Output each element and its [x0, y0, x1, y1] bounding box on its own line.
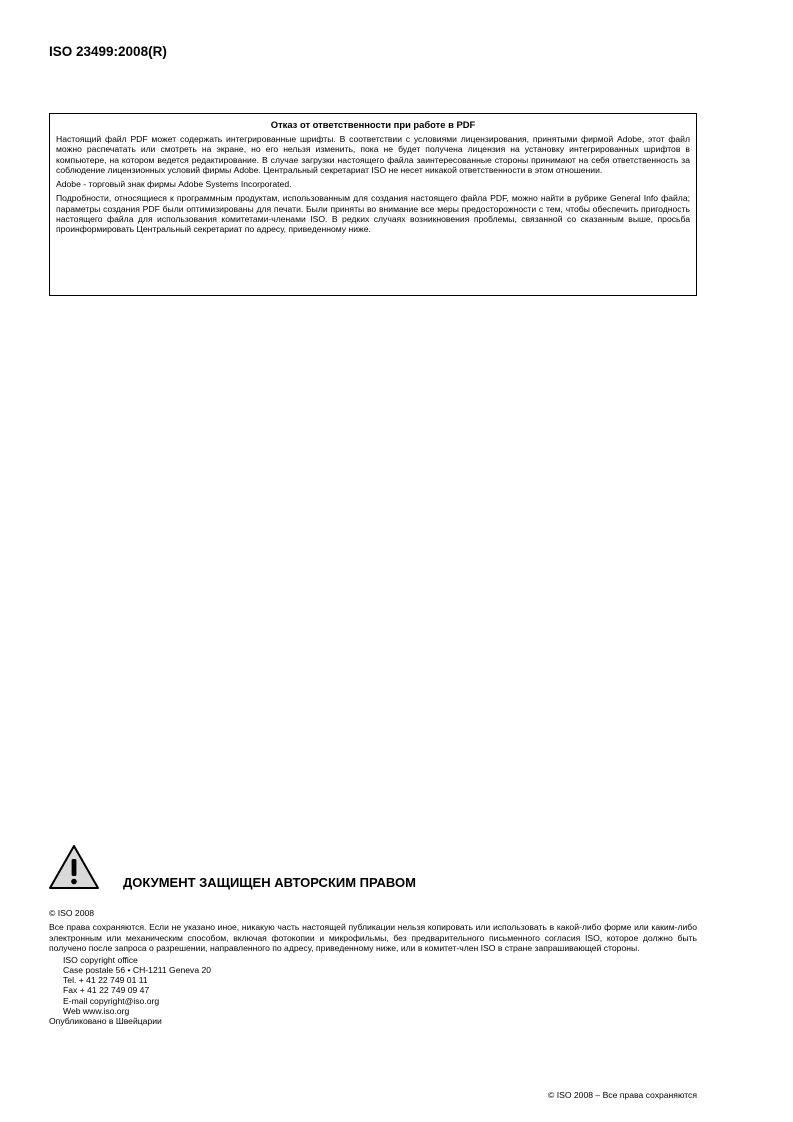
contact-fax: Fax + 41 22 749 09 47: [63, 985, 150, 996]
contact-address: Case postale 56 • CH-1211 Geneva 20: [63, 965, 212, 976]
contact-email[interactable]: E-mail copyright@iso.org: [63, 995, 160, 1006]
copyright-heading: ДОКУМЕНТ ЗАЩИЩЕН АВТОРСКИМ ПРАВОМ: [123, 875, 416, 890]
page-footer: © ISO 2008 – Все права сохраняются: [547, 1090, 697, 1100]
rights-text: Все права сохраняются. Если не указано иное, никакую часть настоящей публикации нельзя копировать или использовать в какой-либо форме или каким-либо электронным или механическим способом, включая фотокопии и микрофильмы, без предварительного письменного согласия ISO, которое должно быть получено после запроса о разрешении, направленного по адресу, приведенному ниже, или в комитет-член ISO в стране запрашивающей стороны.: [49, 922, 697, 953]
contact-office: ISO copyright office: [63, 955, 138, 966]
disclaimer-paragraph-fonts: Настоящий файл PDF может содержать интегрированные шрифты. В соответствии с условиями лицензирования, принятыми фирмой Adobe, этот файл можно распечатать или смотреть на экране, но его нельзя изменить, пока не будет получена лицензия на установку интегрированных шрифтов в компьютере, на котором ведется редактирование. В случае загрузки настоящего файла заинтересованные стороны принимают на себя ответственность за соблюдение лицензионных условий фирмы Adobe. Центральный секретариат ISO не несет никакой ответственности в этом отношении.: [56, 134, 690, 175]
pdf-disclaimer-box: [49, 113, 697, 296]
contact-tel: Tel. + 41 22 749 01 11: [63, 975, 148, 986]
published-in: Опубликовано в Швейцарии: [49, 1015, 162, 1026]
disclaimer-title: Отказ от ответственности при работе в PDF: [270, 119, 476, 130]
disclaimer-paragraph-details: Подробности, относящиеся к программным продуктам, использованным для создания настоящего файла PDF, можно найти в рубрике General Info файла; параметры создания PDF были оптимизированы для печати. Были приняты во внимание все меры предосторожности с тем, чтобы обеспечить пригодность настоящего файла для использования комитетами-членами ISO. В редких случаях возникновения проблемы, связанной со сказанным выше, просьба проинформировать Центральный секретариат по адресу, приведенному ниже.: [56, 193, 690, 235]
iso-contact-block: [63, 955, 697, 1016]
contact-web[interactable]: Web www.iso.org: [63, 1005, 130, 1016]
warning-triangle-icon: [48, 843, 100, 891]
copyright-section: [49, 908, 697, 1026]
copyright-notice: © ISO 2008: [49, 908, 95, 918]
disclaimer-paragraph-trademark: Adobe - торговый знак фирмы Adobe Systems Incorporated.: [56, 179, 292, 190]
standard-id: ISO 23499:2008(R): [49, 44, 167, 59]
